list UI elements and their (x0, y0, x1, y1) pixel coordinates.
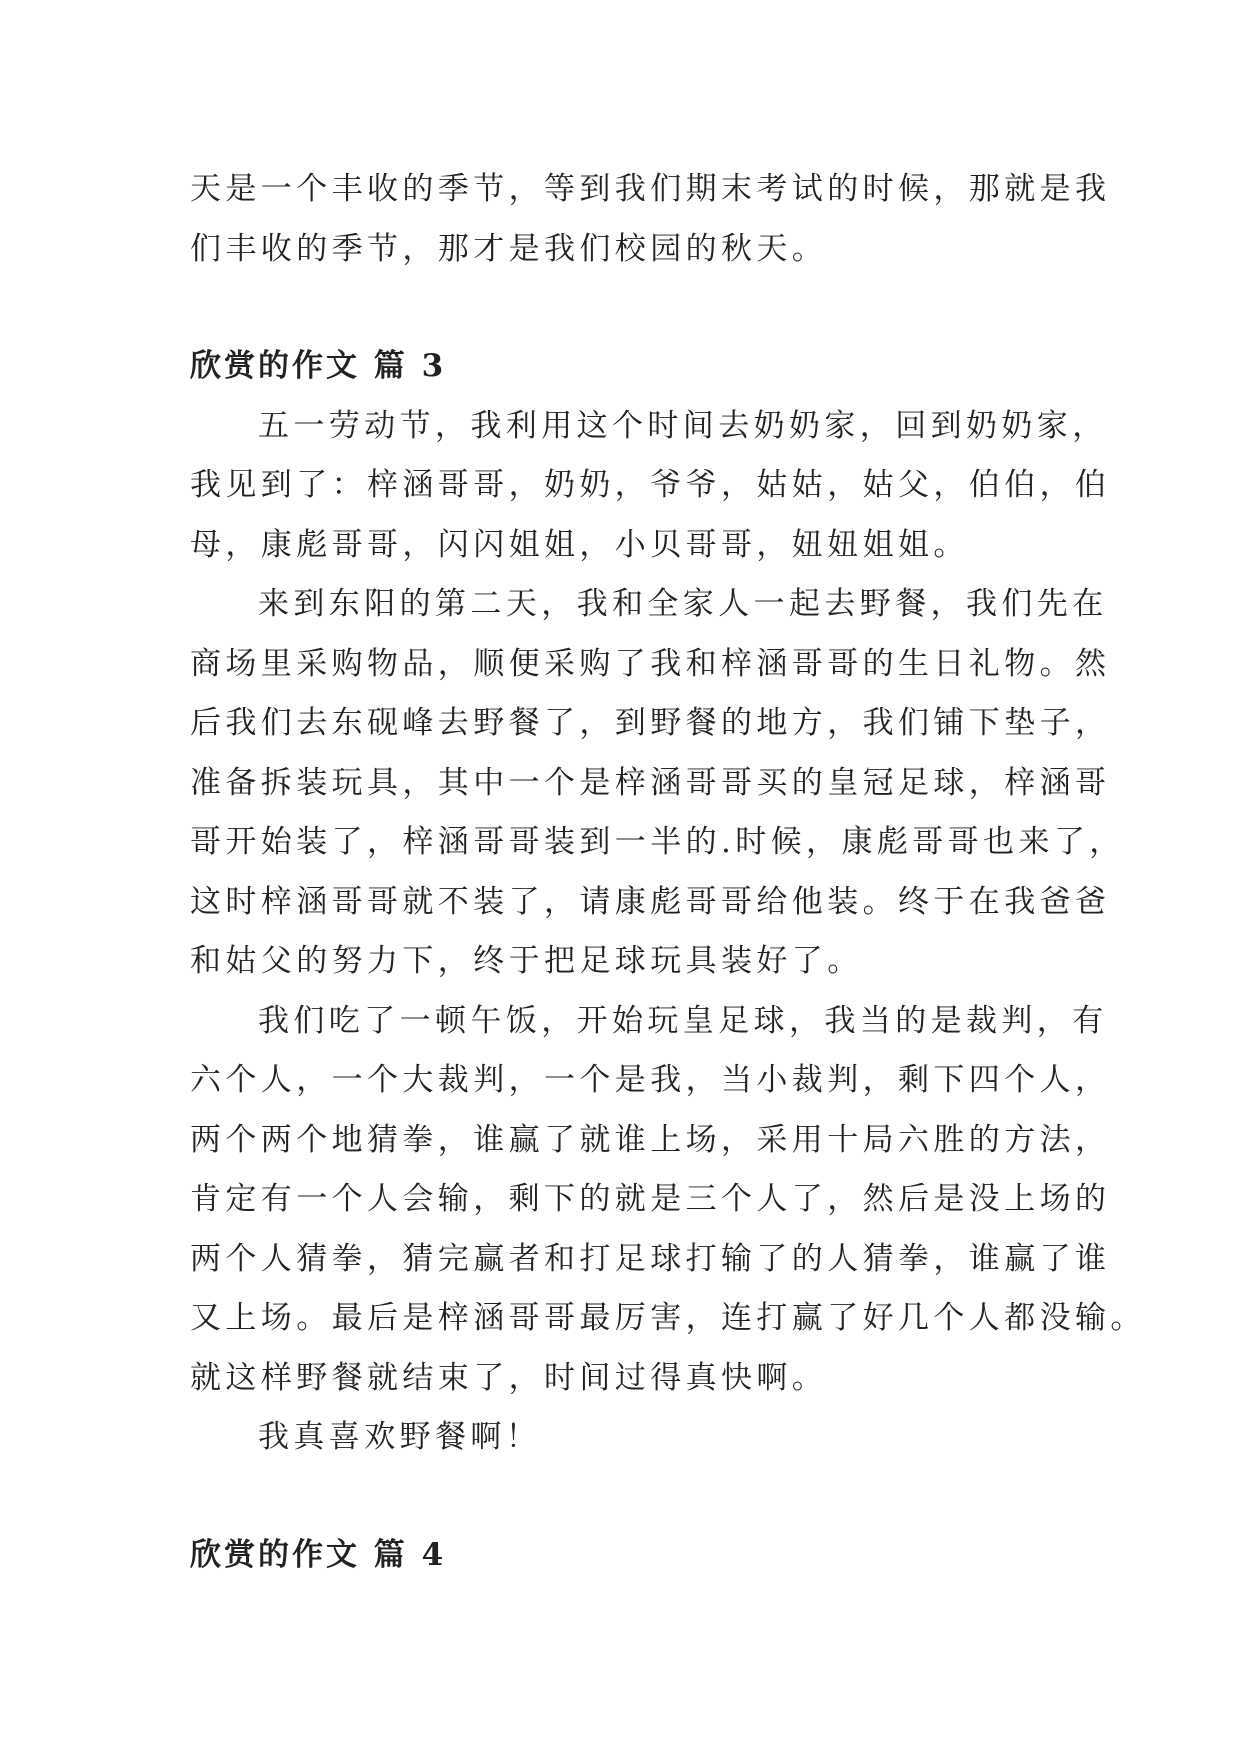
paragraph-4 (190, 1408, 1070, 1468)
text-line: 又上场。最后是梓涵哥哥最厉害，连打赢了好几个人都没输。 (190, 1300, 1146, 1336)
continuation-paragraph (190, 160, 1111, 279)
text-line: 后我们去东砚峰去野餐了，到野餐的地方，我们铺下垫子， (190, 705, 1111, 741)
text-line: 母，康彪哥哥，闪闪姐姐，小贝哥哥，妞妞姐姐。 (190, 526, 969, 563)
text-line: 准备拆装玩具，其中一个是梓涵哥哥买的皇冠足球，梓涵哥 (190, 764, 1111, 801)
text-line: 就这样野餐就结束了，时间过得真快啊。 (190, 1359, 828, 1396)
text-line: 来到东阳的第二天，我和全家人一起去野餐，我们先在 (258, 586, 1108, 622)
text-line: 哥开始装了，梓涵哥哥装到一半的.时候，康彪哥哥也来了， (190, 824, 1125, 860)
text-line: 两个两个地猜拳，谁赢了就谁上场，采用十局六胜的方法， (190, 1121, 1111, 1158)
text-line: 们丰收的季节，那才是我们校园的秋天。 (190, 230, 828, 267)
text-line: 我见到了：梓涵哥哥，奶奶，爷爷，姑姑，姑父，伯伯，伯 (190, 467, 1111, 503)
text-line: 五一劳动节，我利用这个时间去奶奶家，回到奶奶家， (258, 407, 1108, 444)
text-line: 我们吃了一顿午饭，开始玩皇足球，我当的是裁判，有 (258, 1002, 1108, 1039)
text-line: 商场里采购物品，顺便采购了我和梓涵哥哥的生日礼物。然 (190, 645, 1111, 682)
text-line: 肯定有一个人会输，剩下的就是三个人了，然后是没上场的 (190, 1181, 1111, 1217)
paragraph-1 (190, 397, 1111, 576)
document-page (190, 160, 1146, 1585)
text-line: 和姑父的努力下，终于把足球玩具装好了。 (190, 943, 863, 979)
section-heading-4: 欣赏的作文 篇 4 (190, 1536, 447, 1573)
text-line: 六个人，一个大裁判，一个是我，当小裁判，剩下四个人， (190, 1062, 1111, 1098)
text-line: 我真喜欢野餐啊！ (258, 1419, 542, 1455)
paragraph-2 (190, 575, 1125, 992)
text-line: 天是一个丰收的季节，等到我们期末考试的时候，那就是我 (190, 171, 1111, 207)
text-line: 两个人猜拳，猜完赢者和打足球打输了的人猜拳，谁赢了谁 (190, 1240, 1111, 1277)
section-heading-3: 欣赏的作文 篇 3 (190, 348, 447, 384)
paragraph-3 (190, 992, 1146, 1409)
text-line: 这时梓涵哥哥就不装了，请康彪哥哥给他装。终于在我爸爸 (190, 883, 1111, 920)
